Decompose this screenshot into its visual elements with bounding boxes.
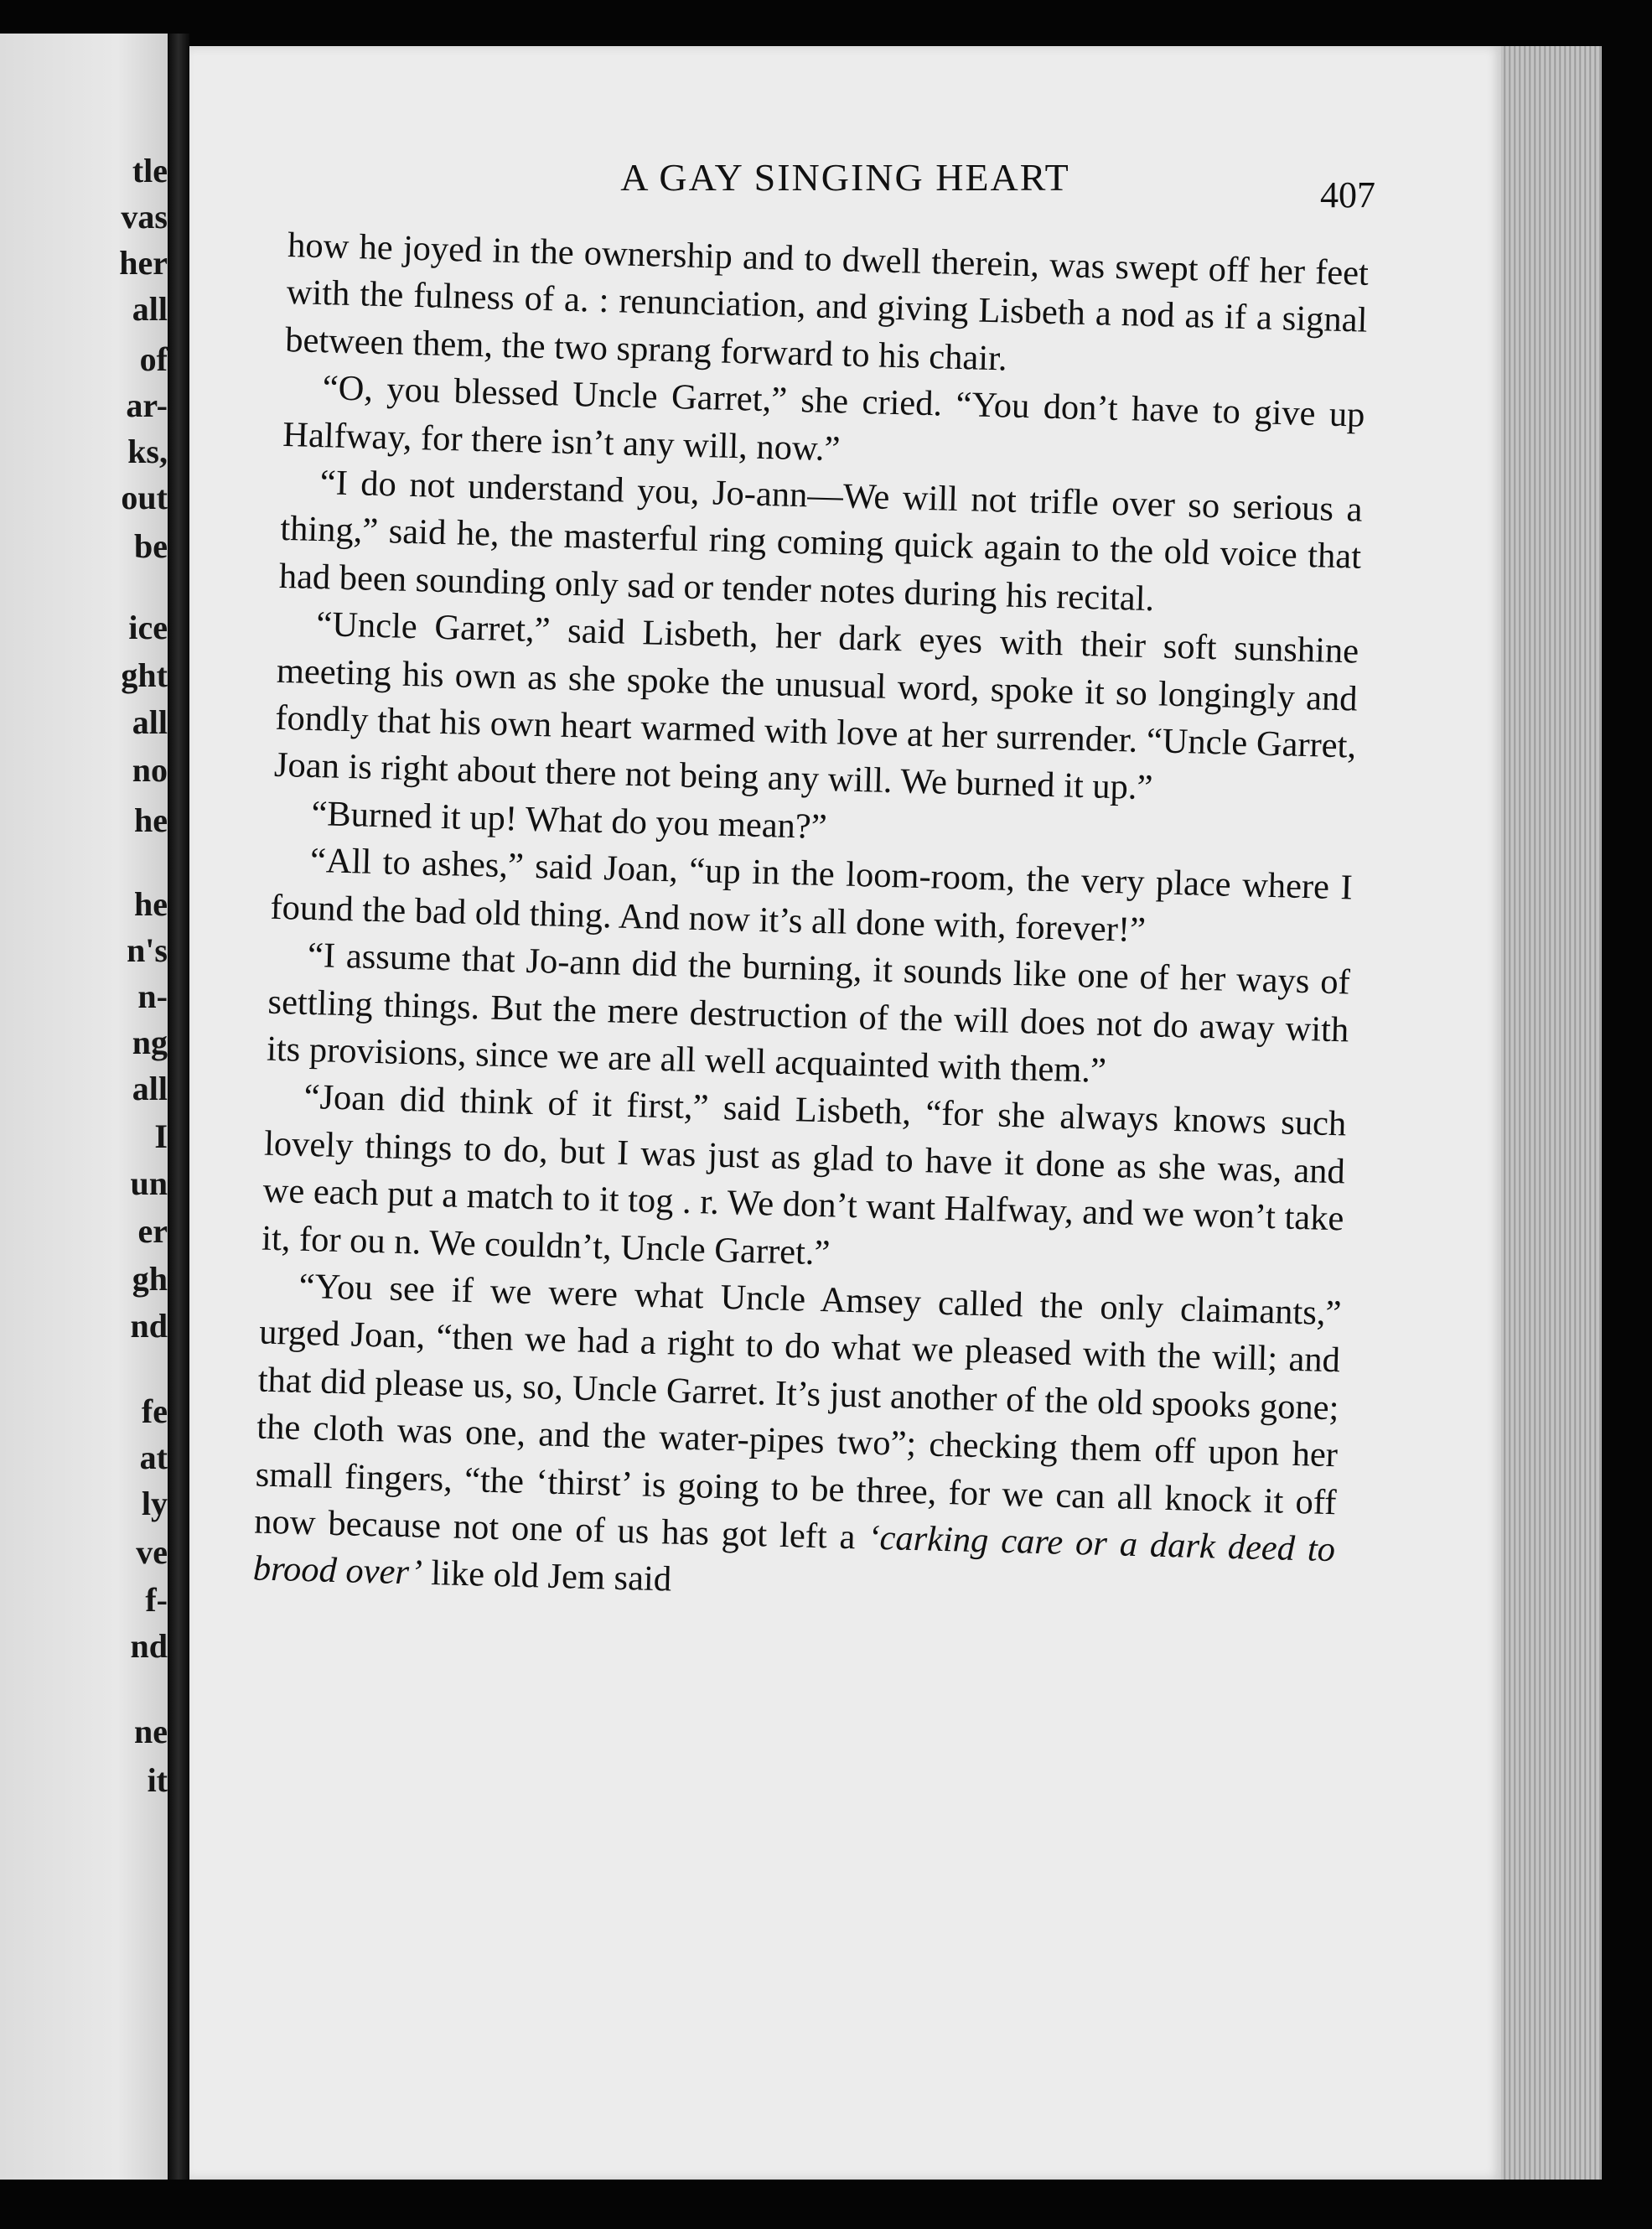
body-text — [252, 222, 1369, 1621]
left-page-fragment: all — [132, 703, 168, 741]
left-page-fragment: er — [137, 1212, 168, 1250]
left-page-fragment: ly — [141, 1485, 168, 1522]
left-page-fragment: it — [147, 1761, 168, 1799]
left-page-fragment: nd — [130, 1307, 168, 1345]
left-page-fragment: vas — [121, 198, 168, 236]
left-page-fragment: ar- — [126, 386, 168, 424]
page-edges — [1501, 46, 1602, 2180]
paragraph: “Burned it up! What do you mean?” — [310, 793, 828, 847]
left-page-fragment: I — [154, 1117, 168, 1155]
left-page-fragment: ne — [134, 1713, 168, 1750]
paragraph: how he joyed in the ownership and to dwell therein, was swept off her feet with the fulness of a. : renunciation, and giving Lisbeth a nod as if a signal between them, the two sprang forward to his chair. — [284, 225, 1370, 379]
book-spine — [168, 34, 189, 2180]
left-page-fragment: un — [130, 1164, 168, 1202]
left-page-fragment: no — [132, 751, 168, 789]
left-page-fragment: ks, — [127, 433, 168, 470]
left-page-fragment: out — [121, 479, 168, 516]
left-page-fragment: n- — [137, 977, 168, 1015]
left-page-fragment: her — [119, 244, 168, 282]
left-page-fragment: ve — [136, 1533, 168, 1571]
left-page-fragment: f- — [145, 1581, 168, 1619]
left-page-fragment: gh — [132, 1260, 168, 1298]
paragraph-tail: like old Jem said — [422, 1553, 672, 1599]
left-page-fragment: tle — [132, 152, 168, 189]
paragraph: “I do not understand you, Jo-ann—We will not trifle over so serious a thing,” said he, the masterful ring coming quick again to the old voice that had been sounding only sad or tender notes during his recital. — [278, 463, 1364, 619]
left-page-fragment: ng — [132, 1024, 168, 1061]
paragraph: “O, you blessed Uncle Garret,” she cried. “You don’t have to give up Halfway, for there isn’t any will, now.” — [282, 368, 1366, 469]
paragraph: “Uncle Garret,” said Lisbeth, her dark eyes with their soft sunshine meeting his own as she spoke the unusual word, spoke it so longingly and fondly that his own heart warmed with love at her surrender. “Uncle Garret, Joan is right about there not being any will. We burned it up.” — [273, 604, 1359, 808]
italic-quote: ‘carking care or a dark deed to brood over’ — [252, 1517, 1336, 1594]
paragraph: “Joan did think of it first,” said Lisbeth, “for she always knows such lovely things to do, but I was just as glad to have it done as she was, and we each put a match to it tog . r. We don’t want Halfway, and we won’t take it, for ou n. We couldn’t, Uncle Garret.” — [261, 1077, 1347, 1273]
running-head: A GAY SINGING HEART — [620, 156, 1070, 199]
left-page-fragment: be — [134, 527, 168, 565]
left-page-fragment: at — [139, 1438, 168, 1476]
paragraph: “I assume that Jo-ann did the burning, it sounds like one of her ways of settling things. But the mere destruction of the will does not do away with its provisions, since we are all well acquainted with them.” — [266, 936, 1351, 1091]
left-page-fragment: he — [134, 885, 168, 923]
left-page-fragment: all — [132, 290, 168, 328]
left-page-fragment: ght — [121, 656, 168, 694]
left-page-fragment: of — [139, 340, 168, 378]
page-number: 407 — [1320, 174, 1375, 215]
left-page-fragment: n's — [127, 931, 168, 969]
left-page-edge — [0, 34, 168, 2180]
book-page — [189, 46, 1501, 2180]
left-page-fragment: he — [134, 801, 168, 839]
left-page-fragment: ice — [128, 609, 168, 646]
paragraph-text: “You see if we were what Uncle Amsey called the only claimants,” urged Joan, “then we had a right to do what we pleased with the will; and that did please us, so, Uncle Garret. It’s just another of the old spooks gone; the cloth was one, and the water-pipes two”; checking them off upon her small fingers, “the ‘thirst’ is going to be three, for we can all knock it off now because not one of us has got left a — [253, 1266, 1342, 1558]
left-page-fragment: all — [132, 1070, 168, 1107]
left-page-fragment: nd — [130, 1627, 168, 1665]
left-page-fragment: fe — [141, 1392, 168, 1430]
paragraph — [252, 1262, 1342, 1621]
paragraph: “All to ashes,” said Joan, “up in the loom-room, the very place where I found the bad old thing. And now it’s all done with, forever!” — [269, 841, 1354, 950]
